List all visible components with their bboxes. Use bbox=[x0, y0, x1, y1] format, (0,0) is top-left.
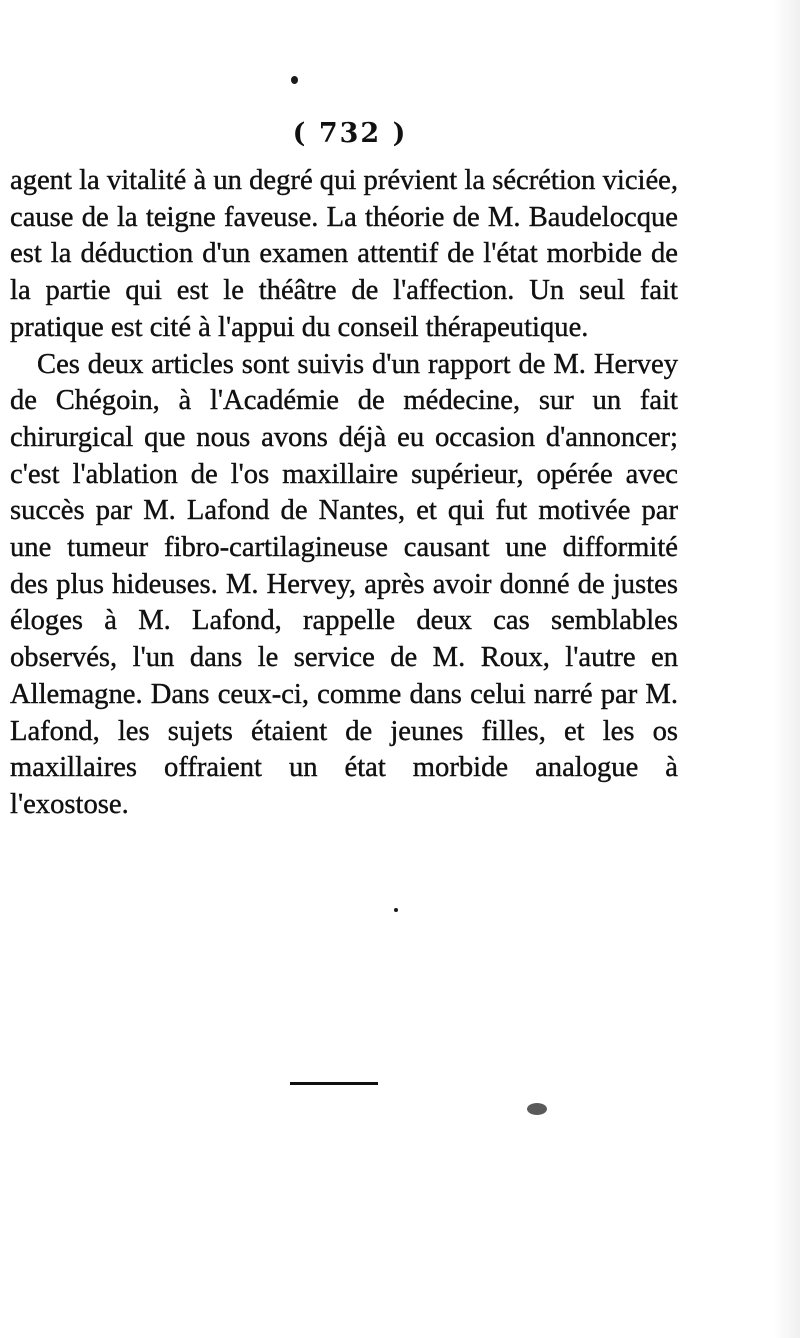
ink-speck bbox=[291, 76, 298, 84]
ink-speck bbox=[394, 908, 398, 912]
page-number: ( 732 ) bbox=[292, 118, 408, 149]
section-divider-rule bbox=[290, 1082, 378, 1085]
page-gutter-shadow bbox=[774, 0, 800, 1338]
paragraph-continuation: agent la vitalité à un degré qui prévient la sécrétion viciée, cause de la teigne faveuse. La théorie de M. Baudelocque est la déduction d'un examen attentif de l'état morbide de la partie qui est le théâtre de l'affection. Un seul fait pratique est cité à l'appui du conseil thérapeutique. bbox=[10, 165, 678, 343]
body-text bbox=[10, 163, 678, 824]
paragraph-report: Ces deux articles sont suivis d'un rapport de M. Hervey de Chégoin, à l'Académie de médecine, sur un fait chirurgical que nous avons déjà eu occasion d'annoncer; c'est l'ablation de l'os maxillaire supérieur, opérée avec succès par M. Lafond de Nantes, et qui fut motivée par une tumeur fibro-cartilagineuse causant une difformité des plus hideuses. M. Hervey, après avoir donné de justes éloges à M. Lafond, rappelle deux cas semblables observés, l'un dans le service de M. Roux, l'autre en Allemagne. Dans ceux-ci, comme dans celui narré par M. Lafond, les sujets étaient de jeunes filles, et les os maxillaires offraient un état morbide analogue à l'exostose. bbox=[10, 348, 678, 820]
ink-speck bbox=[527, 1103, 547, 1115]
